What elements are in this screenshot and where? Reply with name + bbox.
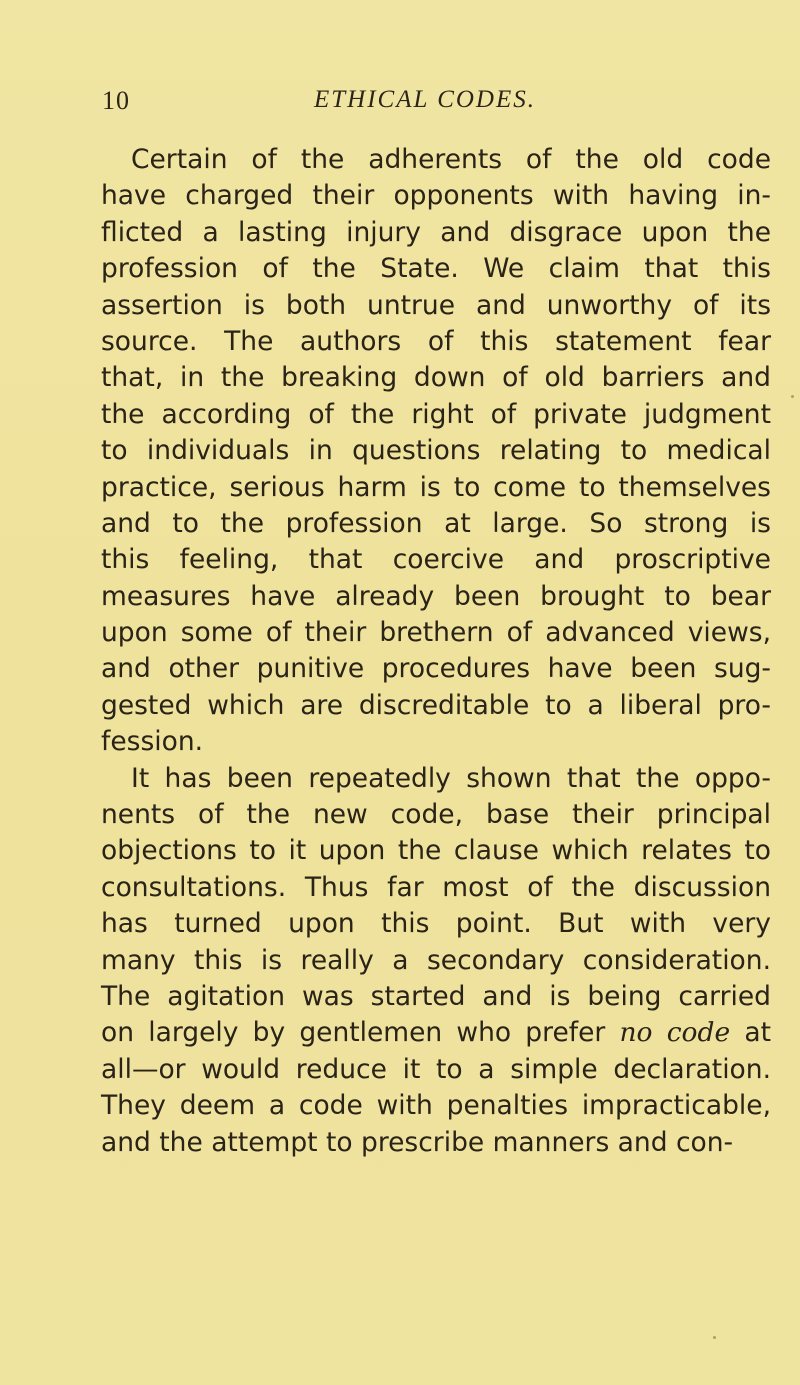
text-line: The agitation was started and is being carried [101,980,771,1012]
text-line: source. The authors of this statement fear [101,325,771,357]
paper-speck [713,1336,716,1339]
paragraph-1 [101,142,771,761]
text-line: this feeling, that coercive and proscriptive [101,544,771,576]
text-line: profession of the State. We claim that this [101,253,771,285]
text-line: upon some of their brethern of advanced views, [101,617,771,649]
text-line: gested which are discreditable to a liberal pro- [101,689,771,721]
text-line: practice, serious harm is to come to themselves [101,471,771,503]
text-line: the according of the right of private judgment [101,398,771,430]
italic-phrase: no code [619,1017,731,1049]
page-number: 10 [102,86,130,115]
text-line: to individuals in questions relating to medical [101,435,771,467]
text-line: and the attempt to prescribe manners and con- [101,1126,734,1158]
text-line: nents of the new code, base their principal [101,799,771,831]
running-title: ETHICAL CODES. [314,86,537,113]
text-line: and other punitive procedures have been sug- [101,653,771,685]
text-line: all—or would reduce it to a simple declaration. [101,1053,771,1085]
paper-speck [791,395,794,398]
text-line: They deem a code with penalties impracticable, [101,1090,771,1122]
text-line: and to the profession at large. So strong is [101,507,771,539]
text-segment: on largely by gentlemen who prefer [101,1017,620,1049]
text-line: objections to it upon the clause which relates to [101,835,771,867]
text-line: that, in the breaking down of old barriers and [101,362,771,394]
running-head [102,86,762,126]
text-line: It has been repeatedly shown that the oppo- [131,762,771,794]
text-line: assertion is both untrue and unworthy of its [101,289,771,321]
text-line: fession. [101,726,204,758]
text-segment: at [730,1017,771,1049]
text-line: flicted a lasting injury and disgrace upon the [101,216,771,248]
paragraph-2 [101,761,771,1161]
text-line-with-italic [101,1015,771,1051]
text-line: consultations. Thus far most of the discussion [101,871,771,903]
text-line: Certain of the adherents of the old code [131,144,771,175]
text-line: has turned upon this point. But with very [101,908,771,940]
body-text [101,142,771,1161]
text-line: many this is really a secondary consideration. [101,944,771,976]
text-line: have charged their opponents with having in- [101,180,771,212]
text-line: measures have already been brought to bear [101,580,771,612]
